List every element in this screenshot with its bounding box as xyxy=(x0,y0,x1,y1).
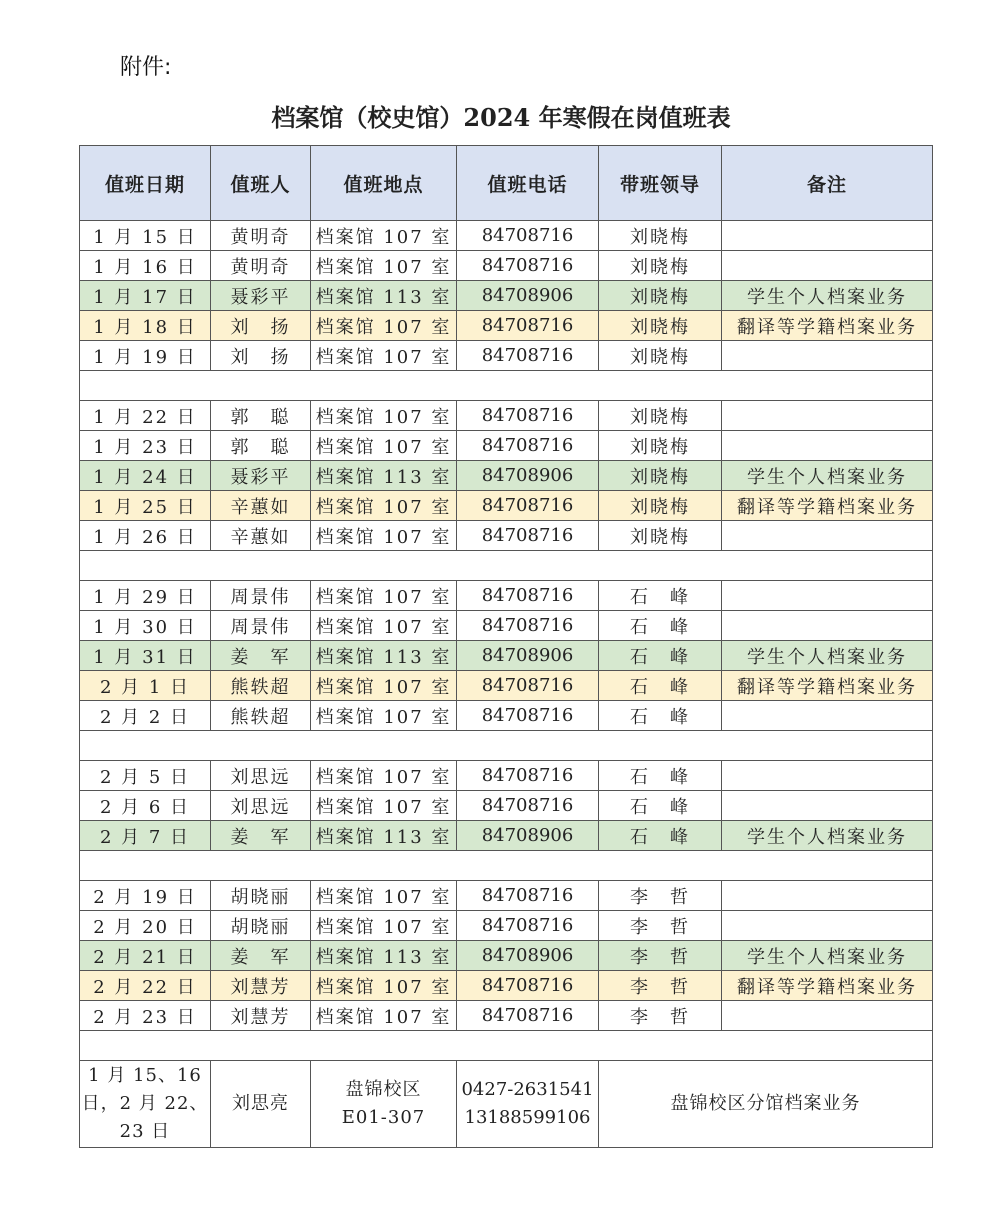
separator-cell xyxy=(80,1031,933,1061)
cell-place: 档案馆 107 室 xyxy=(311,431,457,461)
phone-line-2: 13188599106 xyxy=(464,1107,591,1128)
cell-date: 1 月 18 日 xyxy=(80,311,211,341)
header-person: 值班人 xyxy=(211,146,311,221)
cell-person: 黄明奇 xyxy=(211,221,311,251)
cell-date: 2 月 22 日 xyxy=(80,971,211,1001)
cell-date: 1 月 22 日 xyxy=(80,401,211,431)
place-line-2: E01-307 xyxy=(341,1107,426,1128)
group-separator-row xyxy=(80,851,933,881)
table-row xyxy=(80,461,933,491)
table-row xyxy=(80,611,933,641)
cell-place: 档案馆 107 室 xyxy=(311,1001,457,1031)
cell-phone: 84708906 xyxy=(457,941,599,971)
header-note: 备注 xyxy=(722,146,933,221)
cell-date: 2 月 1 日 xyxy=(80,671,211,701)
cell-leader: 石 峰 xyxy=(599,611,722,641)
cell-phone: 84708906 xyxy=(457,281,599,311)
cell-date: 1 月 31 日 xyxy=(80,641,211,671)
attachment-label: 附件: xyxy=(120,55,172,80)
separator-cell xyxy=(80,851,933,881)
table-row xyxy=(80,251,933,281)
table-row xyxy=(80,701,933,731)
cell-phone: 84708716 xyxy=(457,431,599,461)
cell-place: 档案馆 113 室 xyxy=(311,281,457,311)
cell-leader: 刘晓梅 xyxy=(599,491,722,521)
cell-phone: 84708716 xyxy=(457,611,599,641)
cell-person: 刘慧芳 xyxy=(211,1001,311,1031)
cell-note: 翻译等学籍档案业务 xyxy=(722,671,933,701)
cell-person: 熊轶超 xyxy=(211,671,311,701)
cell-person: 熊轶超 xyxy=(211,701,311,731)
cell-place: 档案馆 113 室 xyxy=(311,821,457,851)
table-row-final xyxy=(80,1061,933,1148)
cell-leader: 石 峰 xyxy=(599,761,722,791)
cell-person: 辛蕙如 xyxy=(211,491,311,521)
cell-place: 档案馆 107 室 xyxy=(311,251,457,281)
cell-place: 档案馆 107 室 xyxy=(311,341,457,371)
cell-note xyxy=(722,521,933,551)
cell-place: 档案馆 113 室 xyxy=(311,461,457,491)
cell-place: 档案馆 113 室 xyxy=(311,641,457,671)
cell-date: 1 月 16 日 xyxy=(80,251,211,281)
table-row xyxy=(80,401,933,431)
cell-place: 档案馆 107 室 xyxy=(311,521,457,551)
cell-note: 学生个人档案业务 xyxy=(722,281,933,311)
cell-phone: 84708716 xyxy=(457,311,599,341)
cell-date: 1 月 19 日 xyxy=(80,341,211,371)
group-separator-row xyxy=(80,371,933,401)
cell-place: 档案馆 107 室 xyxy=(311,671,457,701)
cell-person: 郭 聪 xyxy=(211,401,311,431)
cell-person: 姜 军 xyxy=(211,821,311,851)
group-separator-row xyxy=(80,551,933,581)
cell-note: 盘锦校区分馆档案业务 xyxy=(599,1061,933,1148)
cell-note xyxy=(722,1001,933,1031)
cell-date: 1 月 15、16 日，2 月 22、23 日 xyxy=(80,1061,211,1148)
cell-phone: 84708906 xyxy=(457,821,599,851)
cell-phone: 84708716 xyxy=(457,221,599,251)
cell-leader: 刘晓梅 xyxy=(599,221,722,251)
cell-phone: 84708716 xyxy=(457,341,599,371)
cell-phone: 84708716 xyxy=(457,701,599,731)
cell-leader: 石 峰 xyxy=(599,641,722,671)
cell-leader: 李 哲 xyxy=(599,971,722,1001)
cell-leader: 李 哲 xyxy=(599,941,722,971)
cell-place: 档案馆 107 室 xyxy=(311,971,457,1001)
cell-date: 2 月 6 日 xyxy=(80,791,211,821)
header-phone: 值班电话 xyxy=(457,146,599,221)
cell-phone: 84708716 xyxy=(457,911,599,941)
cell-leader: 石 峰 xyxy=(599,791,722,821)
cell-person: 刘 扬 xyxy=(211,311,311,341)
cell-note xyxy=(722,221,933,251)
cell-note xyxy=(722,431,933,461)
cell-leader: 刘晓梅 xyxy=(599,461,722,491)
cell-phone: 84708716 xyxy=(457,251,599,281)
cell-person: 辛蕙如 xyxy=(211,521,311,551)
cell-leader: 刘晓梅 xyxy=(599,401,722,431)
cell-phone: 84708716 xyxy=(457,971,599,1001)
cell-place: 档案馆 107 室 xyxy=(311,881,457,911)
cell-phone: 84708716 xyxy=(457,491,599,521)
cell-date: 2 月 20 日 xyxy=(80,911,211,941)
cell-phone: 84708716 xyxy=(457,401,599,431)
header-place: 值班地点 xyxy=(311,146,457,221)
group-separator-row xyxy=(80,731,933,761)
cell-person: 刘思远 xyxy=(211,761,311,791)
cell-person: 刘思亮 xyxy=(211,1061,311,1148)
table-row xyxy=(80,221,933,251)
cell-person: 郭 聪 xyxy=(211,431,311,461)
cell-person: 刘思远 xyxy=(211,791,311,821)
cell-phone: 84708906 xyxy=(457,641,599,671)
cell-date: 1 月 23 日 xyxy=(80,431,211,461)
cell-person: 姜 军 xyxy=(211,941,311,971)
separator-cell xyxy=(80,371,933,401)
cell-person: 周景伟 xyxy=(211,581,311,611)
header-row xyxy=(80,146,933,221)
table-row xyxy=(80,761,933,791)
cell-note xyxy=(722,791,933,821)
table-row xyxy=(80,281,933,311)
cell-person: 聂彩平 xyxy=(211,281,311,311)
cell-phone: 84708716 xyxy=(457,791,599,821)
cell-date: 1 月 30 日 xyxy=(80,611,211,641)
cell-phone: 84708906 xyxy=(457,461,599,491)
cell-date: 1 月 17 日 xyxy=(80,281,211,311)
cell-note: 翻译等学籍档案业务 xyxy=(722,491,933,521)
header-date: 值班日期 xyxy=(80,146,211,221)
table-row xyxy=(80,311,933,341)
cell-phone: 84708716 xyxy=(457,521,599,551)
table-row xyxy=(80,671,933,701)
table-row xyxy=(80,941,933,971)
cell-date: 1 月 24 日 xyxy=(80,461,211,491)
table-row xyxy=(80,821,933,851)
cell-phone: 84708716 xyxy=(457,761,599,791)
cell-date: 2 月 23 日 xyxy=(80,1001,211,1031)
cell-place: 档案馆 107 室 xyxy=(311,911,457,941)
separator-cell xyxy=(80,551,933,581)
cell-phone xyxy=(457,1061,599,1148)
table-row xyxy=(80,791,933,821)
cell-note xyxy=(722,251,933,281)
cell-date: 2 月 5 日 xyxy=(80,761,211,791)
cell-note xyxy=(722,701,933,731)
cell-note: 学生个人档案业务 xyxy=(722,821,933,851)
separator-cell xyxy=(80,731,933,761)
phone-line-1: 0427-2631541 xyxy=(461,1079,594,1100)
cell-date: 2 月 2 日 xyxy=(80,701,211,731)
cell-note: 学生个人档案业务 xyxy=(722,641,933,671)
cell-place: 档案馆 107 室 xyxy=(311,311,457,341)
cell-place: 档案馆 107 室 xyxy=(311,221,457,251)
cell-place: 档案馆 113 室 xyxy=(311,941,457,971)
cell-note: 翻译等学籍档案业务 xyxy=(722,971,933,1001)
cell-person: 黄明奇 xyxy=(211,251,311,281)
cell-leader: 刘晓梅 xyxy=(599,341,722,371)
cell-leader: 刘晓梅 xyxy=(599,251,722,281)
cell-date: 1 月 25 日 xyxy=(80,491,211,521)
cell-note xyxy=(722,341,933,371)
cell-place: 档案馆 107 室 xyxy=(311,701,457,731)
table-row xyxy=(80,881,933,911)
cell-phone: 84708716 xyxy=(457,671,599,701)
cell-place xyxy=(311,1061,457,1148)
cell-note: 翻译等学籍档案业务 xyxy=(722,311,933,341)
header-leader: 带班领导 xyxy=(599,146,722,221)
cell-person: 姜 军 xyxy=(211,641,311,671)
cell-place: 档案馆 107 室 xyxy=(311,581,457,611)
place-line-1: 盘锦校区 xyxy=(345,1079,422,1100)
table-row xyxy=(80,971,933,1001)
cell-leader: 石 峰 xyxy=(599,821,722,851)
cell-place: 档案馆 107 室 xyxy=(311,491,457,521)
cell-person: 聂彩平 xyxy=(211,461,311,491)
table-row xyxy=(80,341,933,371)
table-row xyxy=(80,431,933,461)
cell-note xyxy=(722,581,933,611)
cell-phone: 84708716 xyxy=(457,1001,599,1031)
cell-person: 刘慧芳 xyxy=(211,971,311,1001)
cell-note xyxy=(722,881,933,911)
cell-person: 周景伟 xyxy=(211,611,311,641)
table-row xyxy=(80,1001,933,1031)
cell-phone: 84708716 xyxy=(457,581,599,611)
cell-note xyxy=(722,611,933,641)
cell-leader: 石 峰 xyxy=(599,581,722,611)
cell-note: 学生个人档案业务 xyxy=(722,941,933,971)
cell-date: 1 月 29 日 xyxy=(80,581,211,611)
cell-date: 2 月 19 日 xyxy=(80,881,211,911)
cell-date: 2 月 7 日 xyxy=(80,821,211,851)
cell-leader: 李 哲 xyxy=(599,881,722,911)
table-body xyxy=(80,221,933,1148)
cell-person: 刘 扬 xyxy=(211,341,311,371)
cell-note: 学生个人档案业务 xyxy=(722,461,933,491)
cell-leader: 李 哲 xyxy=(599,1001,722,1031)
cell-note xyxy=(722,761,933,791)
cell-leader: 刘晓梅 xyxy=(599,431,722,461)
cell-leader: 石 峰 xyxy=(599,701,722,731)
cell-leader: 李 哲 xyxy=(599,911,722,941)
cell-date: 2 月 21 日 xyxy=(80,941,211,971)
cell-person: 胡晓丽 xyxy=(211,881,311,911)
cell-leader: 刘晓梅 xyxy=(599,311,722,341)
duty-table xyxy=(79,145,933,1148)
cell-phone: 84708716 xyxy=(457,881,599,911)
cell-date: 1 月 26 日 xyxy=(80,521,211,551)
cell-note xyxy=(722,911,933,941)
cell-person: 胡晓丽 xyxy=(211,911,311,941)
cell-place: 档案馆 107 室 xyxy=(311,791,457,821)
table-row xyxy=(80,491,933,521)
cell-leader: 刘晓梅 xyxy=(599,521,722,551)
group-separator-row xyxy=(80,1031,933,1061)
cell-date: 1 月 15 日 xyxy=(80,221,211,251)
page-title: 档案馆（校史馆）2024 年寒假在岗值班表 xyxy=(271,103,731,132)
cell-place: 档案馆 107 室 xyxy=(311,611,457,641)
cell-place: 档案馆 107 室 xyxy=(311,761,457,791)
cell-leader: 石 峰 xyxy=(599,671,722,701)
table-row xyxy=(80,581,933,611)
cell-leader: 刘晓梅 xyxy=(599,281,722,311)
cell-note xyxy=(722,401,933,431)
table-row xyxy=(80,641,933,671)
cell-place: 档案馆 107 室 xyxy=(311,401,457,431)
table-row xyxy=(80,521,933,551)
table-row xyxy=(80,911,933,941)
